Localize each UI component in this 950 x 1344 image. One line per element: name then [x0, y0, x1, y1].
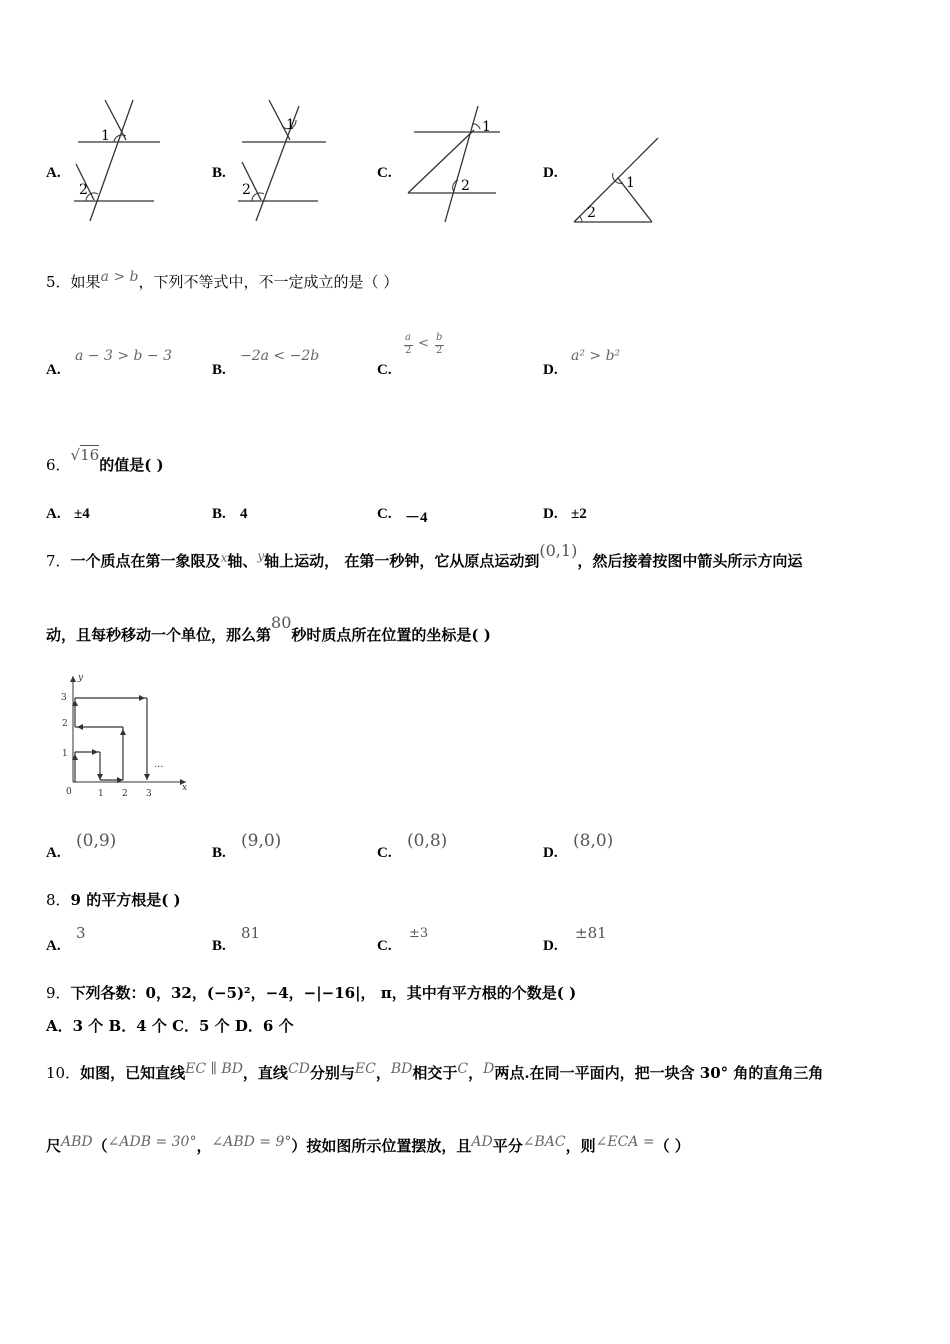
q7-option-b-math: (9,0) [241, 831, 282, 851]
svg-text:···: ··· [154, 762, 164, 773]
angle-2-label: 2 [79, 182, 88, 198]
q7-option-c-label: C. [377, 845, 392, 861]
q6-option-d-label: D. [543, 506, 558, 522]
question-10-stem-line2: 尺ABD（∠ADB = 30°，∠ABD = 9°）按如图所示位置摆放，且AD平分∠BAC，则∠ECA =（ ） [46, 1134, 690, 1155]
question-9-options: A．3 个 B．4 个 C．5 个 D．6 个 [46, 1017, 294, 1035]
q6-option-a-text: ±4 [74, 506, 90, 522]
svg-text:1: 1 [626, 175, 635, 191]
svg-text:2: 2 [122, 789, 128, 799]
q5-option-b-math: −2a < −2b [240, 348, 320, 364]
q5-option-a-label: A. [46, 362, 61, 378]
question-10-stem-line1: 10．如图，已知直线EC ∥ BD，直线CD分别与EC，BD相交于C，D两点.在同一平面内，把一块含 30° 角的直角三角 [46, 1061, 824, 1082]
q4-figure-a [70, 96, 170, 226]
q7-motion-diagram [56, 670, 196, 800]
angle-1-label: 1 [101, 128, 110, 144]
q4-option-a-label: A. [46, 165, 61, 181]
q4-figure-c [400, 100, 510, 225]
svg-text:2: 2 [461, 178, 470, 194]
q4-figure-b [234, 96, 334, 226]
question-6-stem: 6．√16的值是( ) [46, 446, 164, 474]
svg-text:3: 3 [61, 693, 67, 703]
transversal [90, 100, 133, 221]
svg-text:y: y [78, 673, 84, 683]
q7-option-b-label: B. [212, 845, 226, 861]
q7-option-a-math: (0,9) [76, 831, 117, 851]
q5-option-c-label: C. [377, 362, 392, 378]
q4-option-b-label: B. [212, 165, 226, 181]
question-5-stem: 5．如果a > b，下列不等式中，不一定成立的是（ ） [46, 269, 399, 291]
q5-option-c-fraction-math: a 2 < b 2 [405, 332, 443, 356]
q7-option-a-label: A. [46, 845, 61, 861]
svg-text:1: 1 [98, 789, 104, 799]
q6-option-c-label: C. [377, 506, 392, 522]
q8-option-c-label: C. [377, 938, 392, 954]
q6-option-b-text: 4 [240, 506, 248, 522]
q6-option-c-text: －4 [405, 510, 428, 526]
svg-text:x: x [182, 783, 188, 793]
svg-text:1: 1 [482, 119, 491, 135]
question-7-stem-line2: 动，且每秒移动一个单位，那么第80秒时质点所在位置的坐标是( ) [46, 613, 491, 644]
question-8-stem: 8．9 的平方根是( ) [46, 891, 181, 909]
q5-option-d-label: D. [543, 362, 558, 378]
q7-option-d-math: (8,0) [573, 831, 614, 851]
q6-option-d-text: ±2 [571, 506, 587, 522]
q6-option-b-label: B. [212, 506, 226, 522]
question-9-stem: 9．下列各数：0，32，(−5)²，−4，−|−16|， π，其中有平方根的个数是( ) [46, 984, 577, 1002]
q8-option-d-math: ±81 [575, 924, 607, 942]
q8-option-a-label: A. [46, 938, 61, 954]
q8-option-b-label: B. [212, 938, 226, 954]
svg-text:2: 2 [587, 205, 596, 221]
svg-text:2: 2 [242, 182, 251, 198]
q5-option-b-label: B. [212, 362, 226, 378]
q7-option-d-label: D. [543, 845, 558, 861]
q8-option-d-label: D. [543, 938, 558, 954]
q8-option-b-math: 81 [241, 924, 261, 942]
svg-text:3: 3 [146, 789, 152, 799]
sqrt-math: √16 [70, 446, 100, 464]
svg-text:1: 1 [62, 749, 68, 759]
q4-option-c-label: C. [377, 165, 392, 181]
q4-figure-d [568, 132, 668, 227]
q4-option-d-label: D. [543, 165, 558, 181]
q7-option-c-math: (0,8) [407, 831, 448, 851]
q5-option-d-math: a² > b² [571, 348, 621, 364]
q6-option-a-label: A. [46, 506, 61, 522]
q5-option-a-math: a − 3 > b − 3 [75, 348, 173, 364]
q8-option-c-math: ±3 [409, 926, 429, 941]
question-7-stem-line1: 7．一个质点在第一象限及$^x$轴、$^y$轴上运动， 在第一秒钟，它从原点运动到(0,1)，然后接着按图中箭头所示方向运 [46, 541, 803, 570]
svg-text:1: 1 [286, 117, 295, 133]
q8-option-a-math: 3 [76, 924, 86, 942]
svg-text:0: 0 [66, 787, 72, 797]
condition-math: a > b [100, 269, 139, 285]
svg-text:2: 2 [62, 719, 68, 729]
